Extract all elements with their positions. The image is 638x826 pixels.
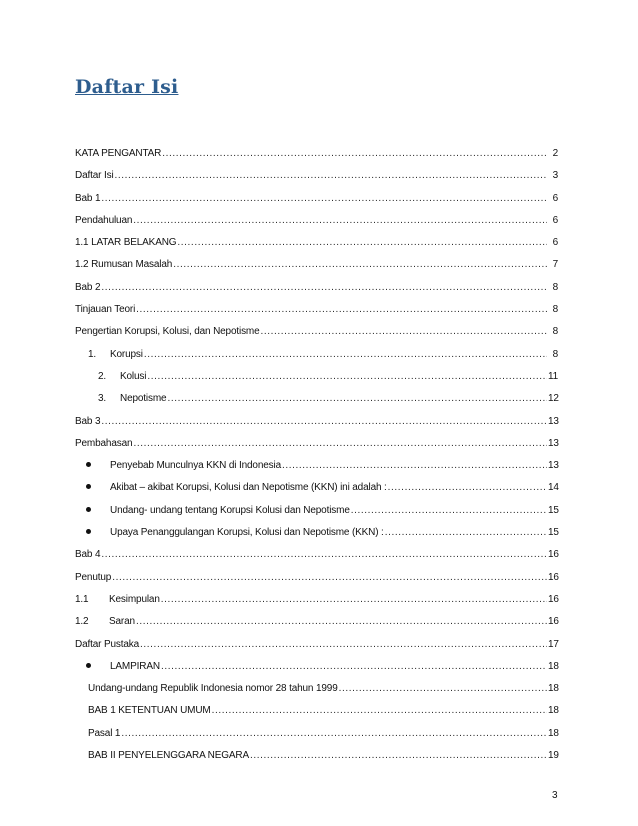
toc-entry-label: 1.1 LATAR BELAKANG [75,237,177,249]
toc-entry[interactable] [0,323,638,345]
toc-entry-label: Penutup [75,571,112,583]
toc-entry-page: 7 [552,259,558,271]
toc-entry-page: 19 [548,750,559,762]
toc-entry[interactable] [0,569,638,591]
dot-leader [162,145,547,162]
toc-entry-label: Pengertian Korupsi, Kolusi, dan Nepotisme [75,326,260,338]
bullet-icon [86,479,110,496]
dot-leader [173,256,547,273]
toc-entry-label: Upaya Penanggulangan Korupsi, Kolusi dan Nepotisme (KKN) : [110,527,384,539]
toc-entry[interactable] [0,479,638,501]
toc-entry-number: 1.2 [75,616,89,628]
toc-entry-label: Bab 4 [75,549,101,561]
toc-entry[interactable] [0,725,638,747]
dot-leader [167,390,547,407]
toc-entry[interactable] [0,190,638,212]
toc-entry-page: 15 [548,527,559,539]
toc-entry[interactable] [0,145,638,167]
dot-leader [339,680,547,697]
bullet-icon [86,524,110,541]
toc-entry-label: Penyebab Munculnya KKN di Indonesia [110,460,281,472]
toc-entry-label: Undang-undang Republik Indonesia nomor 28 tahun 1999 [88,683,338,695]
dot-leader [177,234,547,251]
toc-entry[interactable] [0,613,638,635]
toc-entry[interactable] [0,256,638,278]
toc-entry-label: BAB II PENYELENGGARA NEGARA [88,750,250,762]
toc-entry-page: 6 [552,214,558,226]
toc-entry-page: 17 [548,638,559,650]
toc-entry[interactable] [0,301,638,323]
toc-entry[interactable] [0,346,638,368]
toc-entry-label: Daftar Pustaka [75,638,140,650]
toc-entry-page: 13 [548,437,559,449]
toc-entry-page: 12 [548,393,559,405]
toc-entry[interactable] [0,502,638,524]
toc-entry[interactable] [0,390,638,412]
toc-entry-page: 16 [548,593,559,605]
toc-entry-label: Daftar Isi [75,170,114,182]
toc-entry-number: 1.1 [75,593,89,605]
toc-entry[interactable] [0,658,638,680]
dot-leader [351,502,547,519]
toc-entry[interactable] [0,212,638,234]
toc-entry-page: 18 [548,660,559,672]
dot-leader [144,346,547,363]
dot-leader [250,747,547,764]
toc-entry-page: 14 [548,482,559,494]
dot-leader [212,702,547,719]
toc-entry-page: 3 [552,170,558,182]
toc-entry[interactable] [0,747,638,769]
toc-entry-label: Pendahuluan [75,214,133,226]
toc-entry-page: 2 [552,148,558,159]
toc-entry-label: Kolusi [120,370,147,382]
toc-entry[interactable] [0,702,638,724]
dot-leader [282,457,547,474]
dot-leader [101,546,547,563]
toc-entry-page: 16 [548,616,559,628]
toc-entry-page: 8 [552,326,558,338]
toc-entry-page: 13 [548,460,559,472]
toc-entry-label: Nepotisme [120,393,167,405]
toc-entry-label: Saran [109,616,135,628]
dot-leader [101,413,547,430]
toc-entry-page: 11 [548,370,559,382]
toc-entry-label: Kesimpulan [109,593,160,605]
dot-leader [101,279,547,296]
toc-entry-page: 18 [548,727,559,739]
toc-entry[interactable] [0,368,638,390]
toc-entry-label: Undang- undang tentang Korupsi Kolusi dan Nepotisme [110,504,350,516]
dot-leader [136,613,547,630]
dot-leader [115,167,547,184]
dot-leader [133,435,547,452]
toc-entry[interactable] [0,435,638,457]
toc-entry-page: 6 [552,237,558,249]
toc-entry-label: Bab 2 [75,281,101,293]
toc-entry-label: Akibat – akibat Korupsi, Kolusi dan Nepotisme (KKN) ini adalah : [110,482,387,494]
toc-entry-page: 18 [548,705,559,717]
toc-entry-label: BAB 1 KETENTUAN UMUM [88,705,211,717]
dot-leader [161,591,547,608]
toc-entry[interactable] [0,234,638,256]
toc-entry-number: 2. [98,370,107,382]
dot-leader [121,725,547,742]
dot-leader [133,212,547,229]
bullet-icon [86,457,110,474]
dot-leader [112,569,547,586]
toc-entry-label: Pasal 1 [88,727,121,739]
toc-entry[interactable] [0,546,638,568]
bullet-icon [86,502,110,519]
toc-entry-label: Pembahasan [75,437,133,449]
page-title: Daftar Isi [75,76,179,98]
dot-leader [140,636,547,653]
toc-entry-label: LAMPIRAN [110,660,160,672]
toc-entry-page: 15 [548,504,559,516]
toc-entry-number: 1. [88,348,97,360]
dot-leader [388,479,547,496]
toc-entry-label: Bab 3 [75,415,101,427]
toc-entry-label: KATA PENGANTAR [75,148,162,159]
toc-entry[interactable] [0,457,638,479]
toc-entry-page: 16 [548,549,559,561]
toc-entry[interactable] [0,591,638,613]
toc-entry-page: 13 [548,415,559,427]
toc-entry[interactable] [0,636,638,658]
toc-entry-page: 8 [552,304,558,316]
toc-entry-page: 6 [552,192,558,204]
toc-entry-label: 1.2 Rumusan Masalah [75,259,173,271]
toc-entry-number: 3. [98,393,107,405]
dot-leader [385,524,547,541]
toc-entry[interactable] [0,680,638,702]
toc-entry-page: 8 [552,281,558,293]
toc-entry[interactable] [0,279,638,301]
toc-entry-page: 8 [552,348,558,360]
toc-entry-page: 16 [548,571,559,583]
toc-entry-label: Tinjauan Teori [75,304,136,316]
dot-leader [101,190,547,207]
toc-entry[interactable] [0,167,638,189]
dot-leader [261,323,547,340]
toc-entry[interactable] [0,524,638,546]
dot-leader [136,301,547,318]
toc-entry-label: Korupsi [110,348,143,360]
toc-entry-label: Bab 1 [75,192,101,204]
dot-leader [147,368,547,385]
footer-page-number: 3 [552,790,558,801]
table-of-contents [0,145,638,769]
toc-entry[interactable] [0,413,638,435]
dot-leader [161,658,547,675]
bullet-icon [86,658,110,675]
toc-entry-page: 18 [548,683,559,695]
